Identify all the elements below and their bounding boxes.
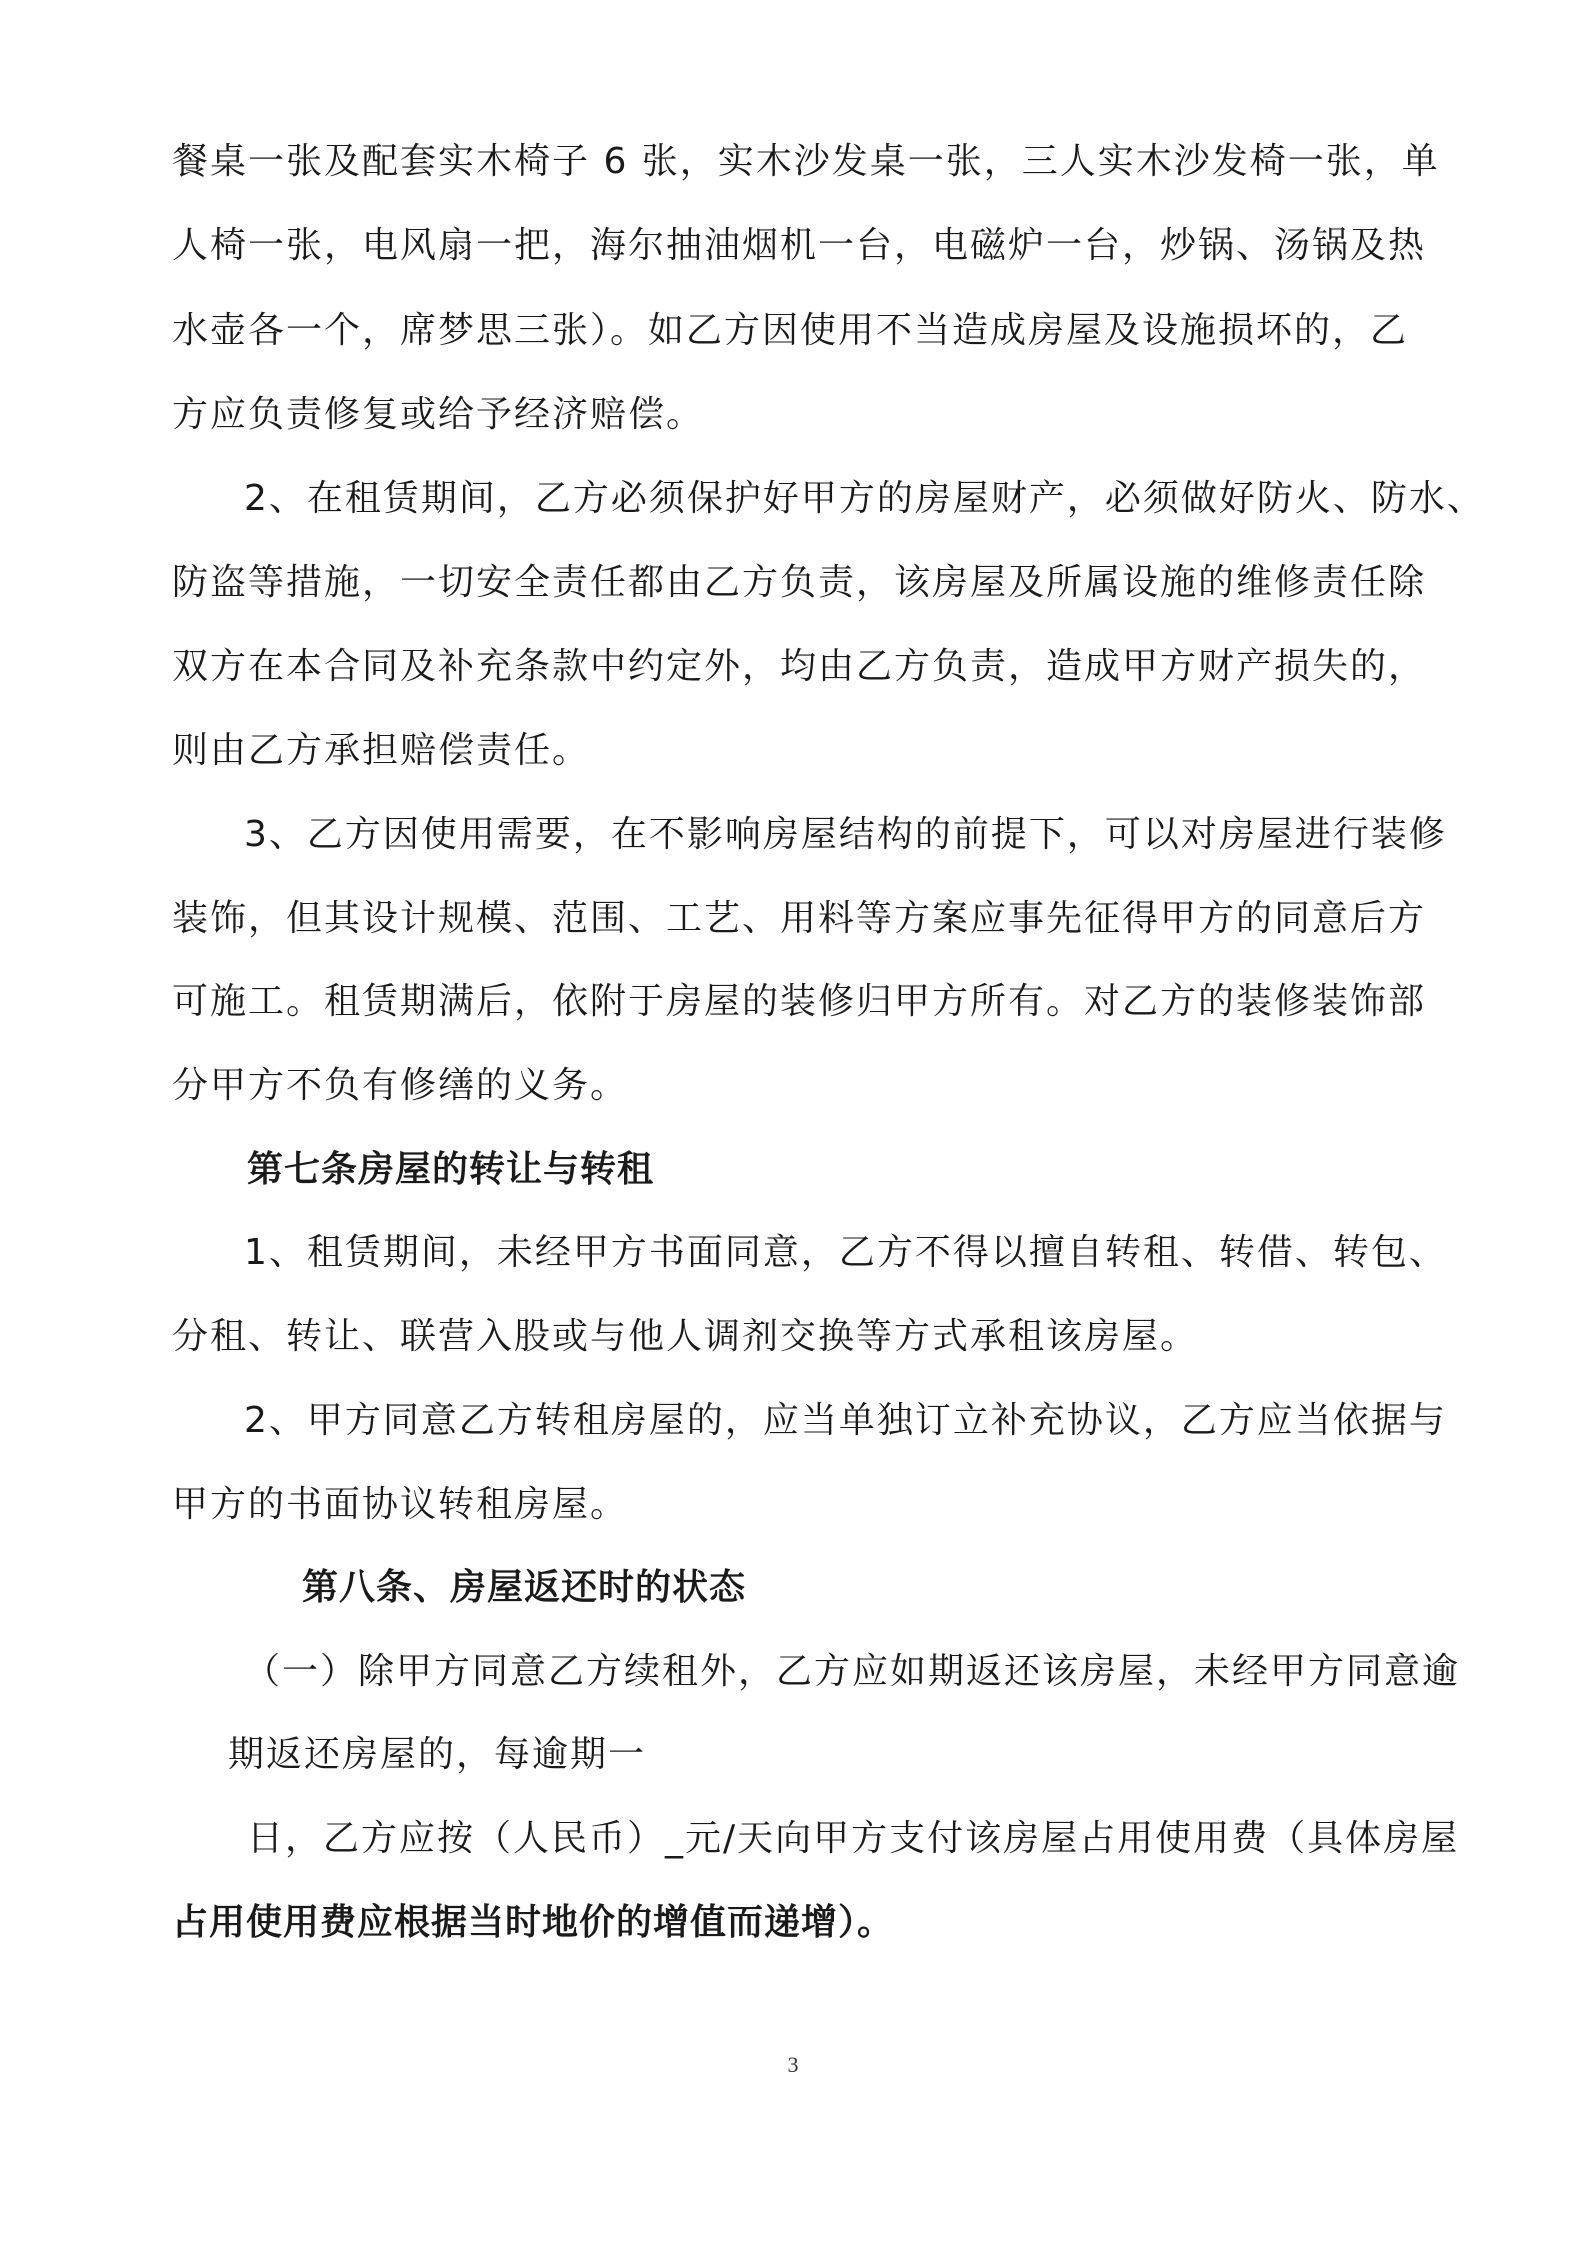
article-8-clause-1-line-3: 日，乙方应按（人民币）_元/天向甲方支付该房屋占用使用费（具体房屋 — [247, 1818, 1460, 1859]
paragraph-3-line-1: 3、乙方因使用需要，在不影响房屋结构的前提下，可以对房屋进行装修 — [244, 814, 1447, 855]
paragraph-1-line-1: 餐桌一张及配套实木椅子 6 张，实木沙发桌一张，三人实木沙发椅一张，单 — [172, 141, 1440, 182]
article-7-clause-1-line-2: 分租、转让、联营入股或与他人调剂交换等方式承租该房屋。 — [172, 1316, 1199, 1357]
paragraph-3-line-4: 分甲方不负有修缮的义务。 — [172, 1065, 629, 1106]
article-8-clause-1-line-4: 占用使用费应根据当时地价的增值而递增）。 — [172, 1902, 895, 1943]
article-7-clause-2-line-2: 甲方的书面协议转租房屋。 — [172, 1484, 629, 1525]
paragraph-3-line-3: 可施工。租赁期满后，依附于房屋的装修归甲方所有。对乙方的装修装饰部 — [172, 981, 1427, 1022]
paragraph-2-line-3: 双方在本合同及补充条款中约定外，均由乙方负责，造成甲方财产损失的， — [172, 646, 1427, 687]
paragraph-2-line-2: 防盗等措施，一切安全责任都由乙方负责，该房屋及所属设施的维修责任除 — [172, 562, 1427, 603]
article-8-clause-1-line-1: （一）除甲方同意乙方续租外，乙方应如期返还该房屋，未经甲方同意逾 — [244, 1651, 1461, 1692]
page-number: 3 — [787, 2052, 799, 2077]
paragraph-1-line-2: 人椅一张，电风扇一把，海尔抽油烟机一台，电磁炉一台，炒锅、汤锅及热 — [172, 225, 1427, 266]
paragraph-2-line-4: 则由乙方承担赔偿责任。 — [172, 730, 591, 771]
paragraph-1-line-4: 方应负责修复或给予经济赔偿。 — [172, 394, 705, 435]
paragraph-2-line-1: 2、在租赁期间，乙方必须保护好甲方的房屋财产，必须做好防火、防水、 — [244, 478, 1485, 519]
article-7-heading: 第七条房屋的转让与转租 — [247, 1149, 655, 1190]
article-7-clause-2-line-1: 2、甲方同意乙方转租房屋的，应当单独订立补充协议，乙方应当依据与 — [244, 1400, 1447, 1441]
paragraph-3-line-2: 装饰，但其设计规模、范围、工艺、用料等方案应事先征得甲方的同意后方 — [172, 898, 1427, 939]
article-7-clause-1-line-1: 1、租赁期间，未经甲方书面同意，乙方不得以擅自转租、转借、转包、 — [244, 1232, 1447, 1273]
article-8-heading: 第八条、房屋返还时的状态 — [302, 1567, 747, 1608]
article-8-clause-1-line-2: 期返还房屋的，每逾期一 — [228, 1734, 647, 1775]
paragraph-1-line-3: 水壶各一个，席梦思三张）。如乙方因使用不当造成房屋及设施损坏的，乙 — [172, 310, 1409, 351]
